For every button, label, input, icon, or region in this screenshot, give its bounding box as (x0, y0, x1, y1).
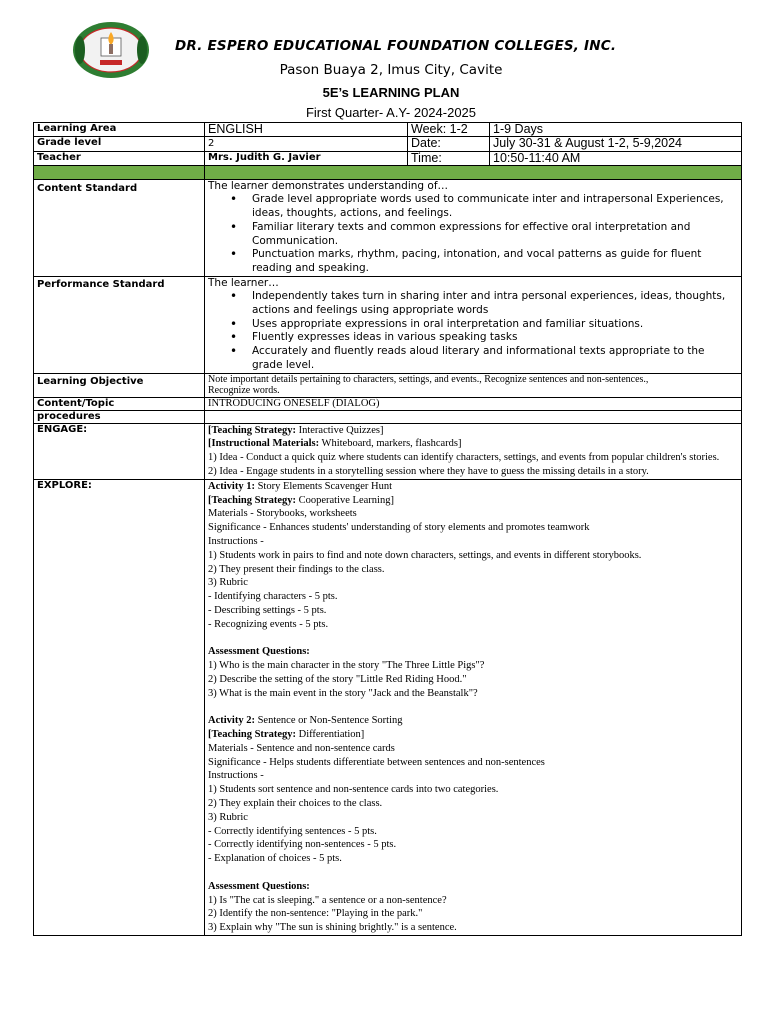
explore-cell (205, 479, 742, 935)
list-item: 1) Students sort sentence and non-sentence cards into two categories. (208, 784, 499, 796)
learning-objective-cell (205, 373, 742, 397)
plan-title: 5E’s LEARNING PLAN (322, 85, 460, 100)
list-item: 3) What is the main event in the story "Jack and the Beanstalk"? (208, 687, 478, 699)
school-address: Pason Buaya 2, Imus City, Cavite (279, 62, 503, 78)
engage-idea-2: 2) Idea - Engage students in a storytelling session where they have to guess the missing details in a story. (208, 465, 649, 477)
activity-1-instructions-heading: Instructions - (208, 535, 264, 547)
spacer (208, 632, 738, 646)
list-item: 2) They explain their choices to the class. (208, 798, 383, 810)
list-item: 1) Is "The cat is sleeping." a sentence or a non-sentence? (208, 894, 447, 906)
engage-materials: [Instructional Materials: Whiteboard, markers, flashcards] (208, 438, 462, 450)
week-label: Week: 1-2 (408, 123, 490, 137)
school-name: DR. ESPERO EDUCATIONAL FOUNDATION COLLEGES, INC. (175, 38, 617, 54)
performance-standard-cell (205, 276, 742, 373)
learning-objective-line2: Recognize words. (208, 385, 280, 397)
spacer (208, 866, 738, 880)
learning-objective-row (34, 373, 742, 397)
learning-plan-table (33, 122, 742, 936)
content-standard-cell (205, 179, 742, 276)
grade-level-label: Grade level (34, 137, 205, 152)
engage-row (34, 423, 742, 479)
list-item: • Uses appropriate expressions in oral interpretation and familiar situations. (252, 318, 738, 332)
list-item: 1) Who is the main character in the story "The Three Little Pigs"? (208, 660, 485, 672)
activity-1-significance: Significance - Enhances students' understanding of story elements and promotes teamwork (208, 522, 590, 534)
list-item: - Correctly identifying non-sentences - 5 pts. (208, 839, 397, 851)
list-item: 2) Describe the setting of the story "Little Red Riding Hood." (208, 673, 467, 685)
activity-1-title: Activity 1: Story Elements Scavenger Hunt (208, 480, 393, 492)
list-item: • Grade level appropriate words used to communicate inter and intrapersonal Experiences, ideas, thoughts, actions, and feelings. (252, 193, 738, 220)
learning-area-row (34, 123, 742, 137)
divider-left (34, 165, 205, 179)
content-standard-list (208, 193, 738, 275)
activity-2-title: Activity 2: Sentence or Non-Sentence Sorting (208, 715, 403, 727)
list-item: 2) Identify the non-sentence: "Playing in the park." (208, 908, 423, 920)
engage-strategy: [Teaching Strategy: Interactive Quizzes] (208, 424, 384, 436)
list-item: 3) Rubric (208, 811, 248, 823)
content-standard-row (34, 179, 742, 276)
content-topic-label: Content/Topic (34, 397, 205, 410)
teacher-row (34, 151, 742, 165)
activity-1-materials: Materials - Storybooks, worksheets (208, 508, 357, 520)
content-topic-value: INTRODUCING ONESELF (DIALOG) (205, 397, 742, 410)
engage-idea-1: 1) Idea - Conduct a quick quiz where students can identify characters, settings, and events from popular children's stories. (208, 452, 720, 464)
section-divider (34, 165, 742, 179)
list-item: 2) They present their findings to the class. (208, 563, 385, 575)
performance-standard-list (208, 290, 738, 372)
list-item: - Describing settings - 5 pts. (208, 604, 327, 616)
list-item: - Explanation of choices - 5 pts. (208, 853, 342, 865)
performance-standard-label: Performance Standard (34, 276, 205, 373)
explore-row (34, 479, 742, 935)
quarter-line: First Quarter- A.Y- 2024-2025 (305, 105, 477, 120)
activity-2-assessment-heading: Assessment Questions: (208, 880, 310, 892)
list-item: 1) Students work in pairs to find and note down characters, settings, and events in different storybooks. (208, 549, 642, 561)
procedures-row (34, 410, 742, 423)
activity-2-materials: Materials - Sentence and non-sentence cards (208, 742, 395, 754)
content-standard-intro: The learner demonstrates understanding of… (208, 179, 449, 192)
performance-standard-row (34, 276, 742, 373)
content-standard-label: Content Standard (34, 179, 205, 276)
list-item: • Fluently expresses ideas in various speaking tasks (252, 331, 738, 345)
list-item: • Punctuation marks, rhythm, pacing, intonation, and vocal patterns as guide for fluent reading and speaking. (252, 248, 738, 275)
activity-1-strategy: [Teaching Strategy: Cooperative Learning] (208, 494, 394, 506)
list-item: 3) Rubric (208, 577, 248, 589)
content-topic-row (34, 397, 742, 410)
learning-objective-label: Learning Objective (34, 373, 205, 397)
time-value: 10:50-11:40 AM (490, 151, 742, 165)
activity-2-instructions-heading: Instructions - (208, 770, 264, 782)
divider-right (205, 165, 742, 179)
engage-cell (205, 423, 742, 479)
explore-label: EXPLORE: (34, 479, 205, 935)
learning-objective-line1: Note important details pertaining to characters, settings, and events., Recognize sentences and non-sentences., (208, 373, 649, 385)
grade-level-value: 2 (205, 137, 408, 152)
grade-level-row (34, 137, 742, 152)
teacher-value: Mrs. Judith G. Javier (205, 151, 408, 165)
engage-label: ENGAGE: (34, 423, 205, 479)
list-item: 3) Explain why "The sun is shining brightly." is a sentence. (208, 922, 457, 934)
time-label: Time: (408, 151, 490, 165)
list-item: • Independently takes turn in sharing inter and intra personal experiences, ideas, thoughts, actions and feelings using appropriate words (252, 290, 738, 317)
date-value: July 30-31 & August 1-2, 5-9,2024 (490, 137, 742, 152)
activity-1-assessment-heading: Assessment Questions: (208, 646, 310, 658)
spacer (208, 700, 738, 714)
days-value: 1-9 Days (490, 123, 742, 137)
list-item: - Recognizing events - 5 pts. (208, 618, 329, 630)
list-item: - Correctly identifying sentences - 5 pts. (208, 825, 377, 837)
learning-area-label: Learning Area (34, 123, 205, 137)
list-item: - Identifying characters - 5 pts. (208, 591, 338, 603)
performance-standard-intro: The learner… (208, 276, 279, 289)
activity-2-significance: Significance - Helps students differentiate between sentences and non-sentences (208, 756, 545, 768)
teacher-label: Teacher (34, 151, 205, 165)
learning-area-value: ENGLISH (205, 123, 408, 137)
date-label: Date: (408, 137, 490, 152)
procedures-label: procedures (34, 410, 205, 423)
activity-2-strategy: [Teaching Strategy: Differentiation] (208, 729, 365, 741)
list-item: • Familiar literary texts and common expressions for effective oral interpretation and Communication. (252, 221, 738, 248)
list-item: • Accurately and fluently reads aloud literary and informational texts appropriate to the grade level. (252, 345, 738, 372)
procedures-cell (205, 410, 742, 423)
